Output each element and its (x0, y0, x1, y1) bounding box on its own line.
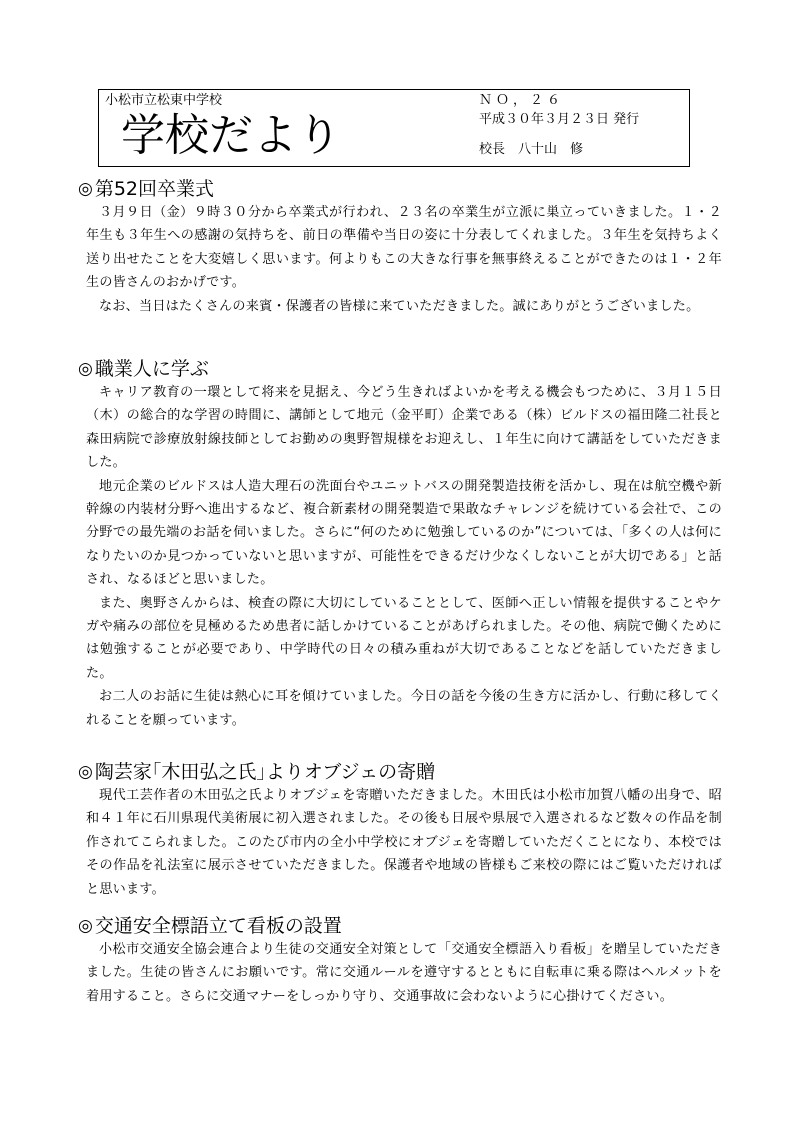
section-heading (78, 357, 724, 381)
double-circle-icon: ◎ (78, 179, 93, 199)
section-heading-text: 交通安全標語立て看板の設置 (94, 915, 342, 937)
section-heading (78, 177, 724, 201)
section-traffic-safety (78, 914, 724, 1008)
section-heading-text: 職業人に学ぶ (94, 358, 209, 380)
school-name: 小松市立松東中学校 (105, 93, 223, 108)
section-heading (78, 914, 724, 938)
section-body (86, 938, 722, 1008)
section-heading-text: 第52回卒業式 (94, 178, 215, 200)
paragraph: 地元企業のビルドスは人造大理石の洗面台やユニットバスの開発製造技術を活かし、現在は航空機や新幹線の内装材分野へ進出するなど、複合新素材の開発製造で果敢なチャレンジを続けている会社で、この分野での最先端のお話を伺いました。さらに“何のために勉強しているのか”については、「多くの人は何になりたいのか見つかっていないと思いますが、可能性をできるだけ少なくしないことが大切である」と話され、なるほどと思いました。 (86, 478, 722, 588)
section-heading-text: 陶芸家｢木田弘之氏｣よりオブジェの寄贈 (94, 761, 436, 783)
section-body (86, 381, 722, 732)
issue-date: 平成３０年３月２３日 発行 (479, 112, 640, 127)
paragraph: なお、当日はたくさんの来賓・保護者の皆様に来ていただきました。誠にありがとうございました。 (99, 298, 700, 314)
paragraph: また、奥野さんからは、検査の際に大切にしていることとして、医師へ正しい情報を提供することやケガや痛みの部位を見極めるため患者に話しかけていることがあげられました。その他、病院で働くためには勉強することが必要であり、中学時代の日々の積み重ねが大切であることなどを話していただきました。 (86, 595, 722, 681)
paragraph: 小松市交通安全協会連合より生徒の交通安全対策として「交通安全標語入り看板」を贈呈していただきました。生徒の皆さんにお願いです。常に交通ルールを遵守するとともに自転車に乗る際はヘルメットを着用すること。さらに交通マナーをしっかり守り、交通事故に会わないように心掛けてください。 (86, 942, 722, 1004)
paragraph: キャリア教育の一環として将来を見据え、今どう生きればよいかを考える機会もつために、３月１５日（木）の総合的な学習の時間に、講師として地元（金平町）企業である（株）ビルドスの福田隆二社長と森田病院で診療放射線技師としてお勤めの奥野智規様をお迎えし、１年生に向けて講話をしていただきました。 (86, 385, 722, 471)
section-body (86, 201, 722, 318)
double-circle-icon: ◎ (78, 762, 93, 782)
paragraph: お二人のお話に生徒は熱心に耳を傾けていました。今日の話を今後の生き方に活かし、行動に移してくれることを願っています。 (86, 689, 722, 728)
newsletter-title: 学校だより (121, 110, 341, 161)
paragraph: ３月９日（金）９時３０分から卒業式が行われ、２３名の卒業生が立派に巣立っていきました。１・２年生も３年生への感謝の気持ちを、前日の準備や当日の姿に十分表してくれました。３年生を気持ちよく送り出せたことを大変嬉しく思います。何よりもこの大きな行事を無事終えることができたのは１・２年生の皆さんのおかげです。 (86, 205, 722, 291)
paragraph: 現代工芸作者の木田弘之氏よりオブジェを寄贈いただきました。木田氏は小松市加賀八幡の出身で、昭和４１年に石川県現代美術展に初入選されました。その後も日展や県展で入選されるなど数々の作品を制作されてこられました。このたび市内の全小中学校にオブジェを寄贈していただくことになり、本校ではその作品を礼法室に展示させていただきました。保護者や地域の皆様もご来校の際にはご覧いただければと思います。 (86, 788, 722, 897)
double-circle-icon: ◎ (78, 916, 93, 936)
section-career (78, 357, 724, 732)
section-graduation (78, 177, 724, 318)
double-circle-icon: ◎ (78, 359, 93, 379)
newsletter-header (98, 89, 690, 167)
issue-number: ＮＯ，２６ (479, 93, 565, 108)
principal-name: 校長 八十山 修 (479, 142, 584, 157)
section-heading (78, 760, 724, 784)
section-body (86, 784, 722, 901)
section-donation (78, 760, 724, 901)
